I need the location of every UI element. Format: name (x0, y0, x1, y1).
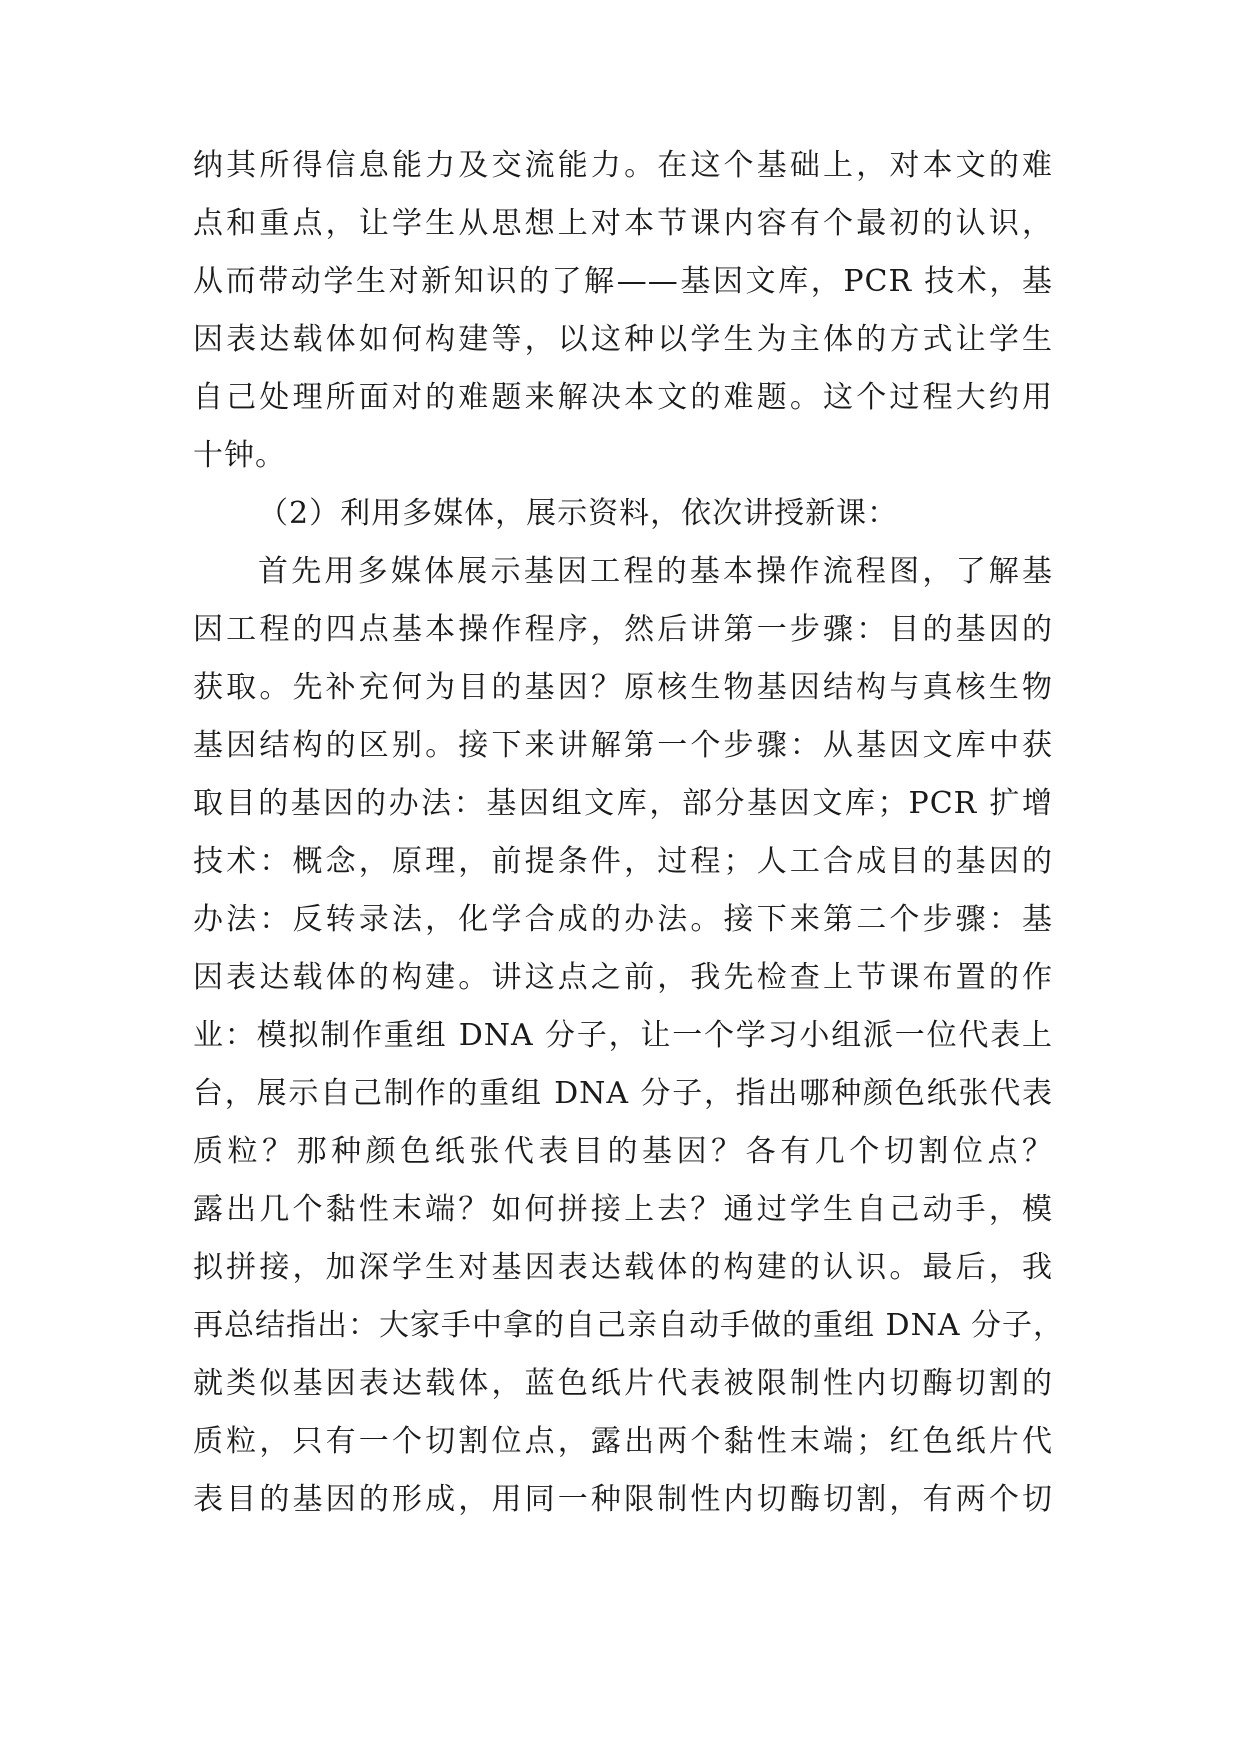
text-line: 质粒，只有一个切割位点，露出两个黏性末端；红色纸片代 (193, 1424, 1053, 1459)
text-line: 基因结构的区别。接下来讲解第一个步骤：从基因文库中获 (193, 728, 1053, 763)
text-line: 露出几个黏性末端？如何拼接上去？通过学生自己动手，模 (193, 1192, 1053, 1227)
text-line: 业：模拟制作重组 DNA 分子，让一个学习小组派一位代表上 (193, 1018, 1053, 1053)
text-line: 再总结指出：大家手中拿的自己亲自动手做的重组 DNA 分子， (193, 1308, 1065, 1343)
text-line: 从而带动学生对新知识的了解——基因文库，PCR 技术，基 (193, 264, 1053, 299)
text-line: 台，展示自己制作的重组 DNA 分子，指出哪种颜色纸张代表 (193, 1076, 1053, 1111)
text-line: 表目的基因的形成，用同一种限制性内切酶切割，有两个切 (193, 1482, 1053, 1517)
text-line: 纳其所得信息能力及交流能力。在这个基础上，对本文的难 (193, 148, 1053, 183)
text-line: 因表达载体如何构建等，以这种以学生为主体的方式让学生 (193, 322, 1053, 357)
text-line: 首先用多媒体展示基因工程的基本操作流程图，了解基 (258, 554, 1053, 589)
text-line: 点和重点，让学生从思想上对本节课内容有个最初的认识， (193, 206, 1053, 241)
text-line: 因表达载体的构建。讲这点之前，我先检查上节课布置的作 (193, 960, 1053, 995)
text-line: 获取。先补充何为目的基因？原核生物基因结构与真核生物 (193, 670, 1053, 705)
text-line: 就类似基因表达载体，蓝色纸片代表被限制性内切酶切割的 (193, 1366, 1053, 1401)
text-line: 取目的基因的办法：基因组文库，部分基因文库；PCR 扩增 (193, 786, 1053, 821)
section-heading: （2）利用多媒体，展示资料，依次讲授新课： (258, 496, 899, 531)
text-line: 自己处理所面对的难题来解决本文的难题。这个过程大约用 (193, 380, 1053, 415)
text-line: 质粒？那种颜色纸张代表目的基因？各有几个切割位点？ (193, 1134, 1053, 1169)
text-line: 技术：概念，原理，前提条件，过程；人工合成目的基因的 (193, 844, 1053, 879)
text-line: 办法：反转录法，化学合成的办法。接下来第二个步骤：基 (193, 902, 1053, 937)
text-line: 拟拼接，加深学生对基因表达载体的构建的认识。最后，我 (193, 1250, 1053, 1285)
text-line: 十钟。 (193, 438, 286, 473)
text-line: 因工程的四点基本操作程序，然后讲第一步骤：目的基因的 (193, 612, 1053, 647)
